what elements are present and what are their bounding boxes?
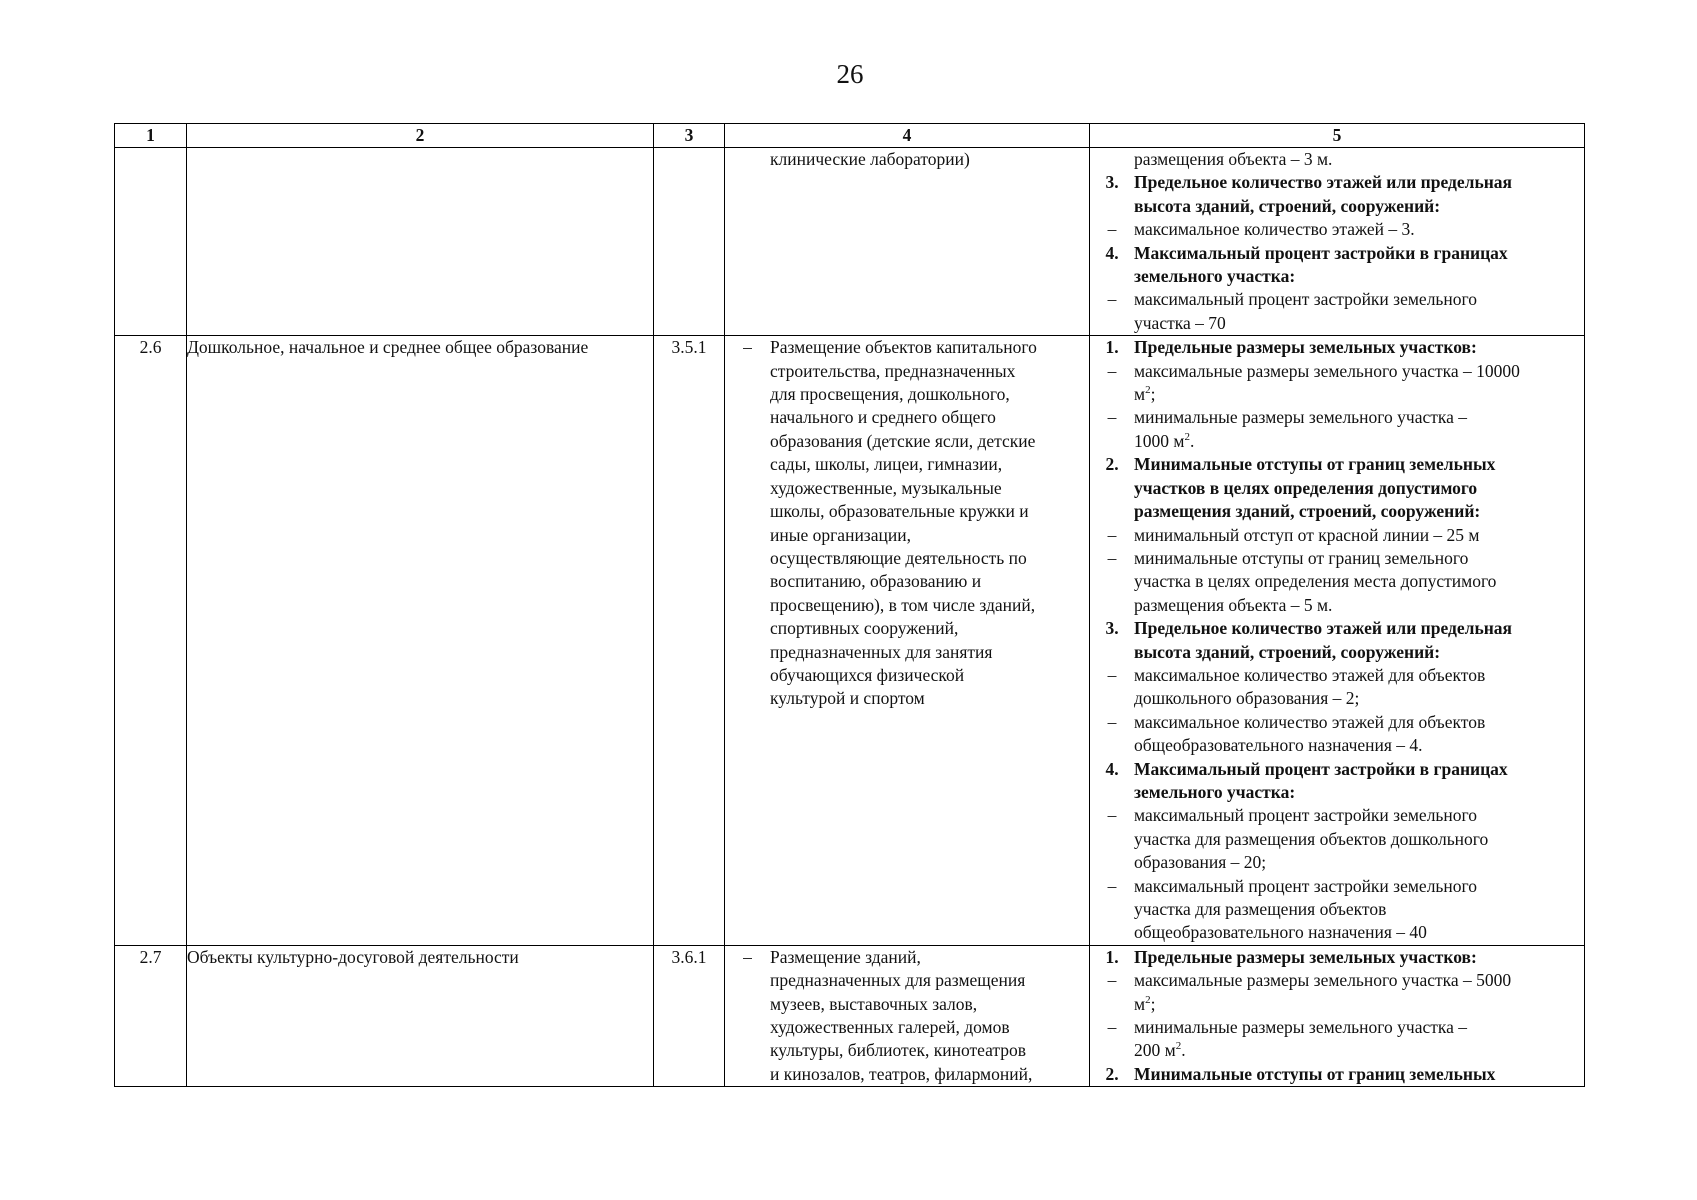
dash-marker — [1090, 570, 1134, 593]
parameter-line — [1090, 594, 1584, 617]
list-number: 1. — [1105, 946, 1119, 967]
dash-marker: – — [1107, 289, 1117, 310]
page-number: 26 — [836, 59, 864, 89]
header-col-3: 3 — [654, 124, 725, 148]
dash-marker — [1090, 148, 1134, 171]
description-line: спортивных сооружений, — [770, 618, 959, 639]
dash-marker — [725, 148, 770, 171]
parameter-text: дошкольного образования – 2; — [1134, 688, 1360, 709]
parameter-text: участка – 70 — [1134, 312, 1226, 333]
parameter-text: земельного участка: — [1134, 266, 1296, 287]
parameter-text: Максимальный процент застройки в границах — [1134, 242, 1508, 263]
use-description — [725, 148, 1090, 336]
parameter-line — [1090, 921, 1584, 944]
description-line: сады, школы, лицеи, гимназии, — [770, 454, 1003, 475]
use-name-text: Дошкольное, начальное и среднее общее — [187, 337, 492, 358]
parameter-text: минимальные отступы от границ земельного — [1134, 547, 1469, 568]
superscript: 2 — [1145, 993, 1151, 1006]
parameter-text: 200 м — [1134, 1040, 1176, 1061]
list-number: 4. — [1105, 242, 1119, 263]
parameter-text: участка для размещения объектов дошкольного — [1134, 828, 1489, 849]
use-code: 3.6.1 — [654, 945, 725, 1086]
description-line: культуры, библиотек, кинотеатров — [770, 1040, 1027, 1061]
table-row — [115, 148, 1585, 336]
parameter-text: высота зданий, строений, сооружений: — [1134, 195, 1441, 216]
use-name-text: образование — [496, 337, 589, 358]
parameter-line — [1090, 570, 1584, 593]
parameter-line — [1090, 547, 1584, 570]
dash-marker: – — [1107, 805, 1117, 826]
table-row — [115, 336, 1585, 946]
parameter-line — [1090, 828, 1584, 851]
parameter-line — [1090, 993, 1584, 1016]
parameter-text: Минимальные отступы от границ земельных — [1134, 454, 1496, 475]
list-number: 3. — [1105, 618, 1119, 639]
dash-marker: – — [1107, 360, 1117, 381]
dash-marker — [1090, 265, 1134, 288]
dash-marker — [1090, 921, 1134, 944]
dash-marker — [1090, 781, 1134, 804]
description-line: и кинозалов, театров, филармоний, — [770, 1063, 1033, 1084]
header-col-4: 4 — [725, 124, 1090, 148]
list-number: 2. — [1105, 454, 1119, 475]
description-line: культурой и спортом — [770, 688, 925, 709]
punctuation: ; — [1150, 384, 1156, 405]
parameter-line — [1090, 781, 1584, 804]
parameter-text: максимальное количество этажей – 3. — [1134, 219, 1415, 240]
row-number: 2.6 — [115, 336, 187, 946]
description-line: для просвещения, дошкольного, — [770, 384, 1010, 405]
parameter-line — [1090, 500, 1584, 523]
dash-marker — [1090, 687, 1134, 710]
parameter-line — [1090, 711, 1584, 734]
use-name-text: Объекты культурно-досуговой деятельности — [187, 946, 519, 967]
parameter-line — [1090, 758, 1584, 781]
description-line: школы, образовательные кружки и — [770, 501, 1029, 522]
description-line: музеев, выставочных залов, — [770, 993, 978, 1014]
parameter-text: размещения зданий, строений, сооружений: — [1134, 501, 1481, 522]
parameter-line — [1090, 288, 1584, 311]
dash-marker — [1090, 312, 1134, 335]
parameter-line — [1090, 1063, 1584, 1086]
dash-marker — [1090, 851, 1134, 874]
parameter-line — [1090, 1016, 1584, 1039]
dash-marker — [1090, 641, 1134, 664]
parameter-line — [1090, 218, 1584, 241]
description-line: клинические лаборатории) — [770, 149, 970, 169]
description-line: Размещение объектов капитального — [770, 337, 1037, 358]
parameter-line — [1090, 687, 1584, 710]
parameter-text: 1000 м — [1134, 430, 1185, 451]
use-name — [187, 945, 654, 1086]
dash-marker — [1090, 734, 1134, 757]
dash-marker: – — [1107, 664, 1117, 685]
table-header-row — [115, 124, 1585, 148]
dash-marker — [1090, 430, 1134, 453]
list-number: 2. — [1105, 1063, 1119, 1084]
dash-marker — [1090, 828, 1134, 851]
description-line: осуществляющие деятельность по — [770, 547, 1027, 568]
dash-marker — [1090, 898, 1134, 921]
superscript: 2 — [1145, 384, 1151, 397]
parameter-text: минимальные размеры земельного участка – — [1134, 407, 1468, 428]
description-line: начального и среднего общего — [770, 407, 996, 428]
parameter-text: максимальное количество этажей для объектов — [1134, 711, 1486, 732]
dash-marker: – — [1107, 407, 1117, 428]
parameter-line — [1090, 360, 1584, 383]
parameter-line — [1090, 336, 1584, 359]
parameter-line — [1090, 734, 1584, 757]
parameter-line — [1090, 617, 1584, 640]
parameter-line — [1090, 171, 1584, 194]
parameter-text: минимальный отступ от красной линии – 25 м — [1134, 524, 1480, 545]
list-number: 3. — [1105, 172, 1119, 193]
parameter-text: размещения объекта – 3 м. — [1134, 149, 1333, 169]
row-number — [115, 148, 187, 336]
parameter-line — [1090, 664, 1584, 687]
description-line: предназначенных для размещения — [770, 970, 1026, 991]
parameter-text: высота зданий, строений, сооружений: — [1134, 641, 1441, 662]
parameter-text: максимальный процент застройки земельного — [1134, 875, 1478, 896]
dash-marker: – — [1107, 1017, 1117, 1038]
dash-marker — [1090, 594, 1134, 617]
parameter-text: минимальные размеры земельного участка – — [1134, 1017, 1468, 1038]
list-number: 1. — [1105, 337, 1119, 358]
description-line: иные организации, — [770, 524, 911, 545]
parameter-text: Предельные размеры земельных участков: — [1134, 337, 1477, 358]
dash-marker: – — [1107, 219, 1117, 240]
description-line: художественные, музыкальные — [770, 477, 1002, 498]
dash-marker: – — [1107, 875, 1117, 896]
parameter-line — [1090, 406, 1584, 429]
description-line: Размещение зданий, — [770, 946, 921, 967]
parameter-line — [1090, 641, 1584, 664]
parameter-text: участков в целях определения допустимого — [1134, 477, 1478, 498]
parameter-text: размещения объекта – 5 м. — [1134, 594, 1333, 615]
parameters — [1090, 945, 1585, 1086]
parameter-text: земельного участка: — [1134, 781, 1296, 802]
use-name — [187, 336, 654, 946]
description-line: образования (детские ясли, детские — [770, 430, 1036, 451]
parameter-line — [1090, 851, 1584, 874]
parameter-text: общеобразовательного назначения – 40 — [1134, 922, 1427, 943]
parameter-text: м — [1134, 993, 1146, 1014]
dash-marker — [1090, 1039, 1134, 1062]
dash-marker — [1090, 477, 1134, 500]
description-line: воспитанию, образованию и — [770, 571, 982, 592]
parameter-line — [1090, 312, 1584, 335]
parameter-line — [1090, 265, 1584, 288]
dash-marker: – — [1107, 547, 1117, 568]
dash-marker: – — [743, 337, 752, 358]
parameter-line — [1090, 1039, 1584, 1062]
description-line: обучающихся физической — [770, 664, 965, 685]
punctuation: . — [1181, 1040, 1186, 1061]
use-name — [187, 148, 654, 336]
zoning-table — [114, 123, 1585, 1087]
description-line: предназначенных для занятия — [770, 641, 993, 662]
parameter-text: Предельные размеры земельных участков: — [1134, 946, 1477, 967]
superscript: 2 — [1184, 431, 1190, 444]
header-col-5: 5 — [1090, 124, 1585, 148]
dash-marker: – — [1107, 711, 1117, 732]
description-line: строительства, предназначенных — [770, 360, 1016, 381]
use-description — [725, 945, 1090, 1086]
parameters — [1090, 148, 1585, 336]
parameter-line — [1090, 898, 1584, 921]
parameter-text: участка для размещения объектов — [1134, 899, 1387, 919]
header-col-1: 1 — [115, 124, 187, 148]
use-description — [725, 336, 1090, 946]
parameter-line — [1090, 453, 1584, 476]
parameters — [1090, 336, 1585, 946]
description-line: художественных галерей, домов — [770, 1017, 1010, 1038]
parameter-line — [1090, 969, 1584, 992]
dash-marker — [1090, 383, 1134, 406]
use-code: 3.5.1 — [654, 336, 725, 946]
parameter-line — [1090, 477, 1584, 500]
punctuation: ; — [1150, 993, 1156, 1014]
parameter-line — [1090, 195, 1584, 218]
parameter-text: участка в целях определения места допустимого — [1134, 571, 1497, 592]
dash-marker — [1090, 993, 1134, 1016]
parameter-line — [1090, 804, 1584, 827]
parameter-text: максимальный процент застройки земельного — [1134, 805, 1478, 826]
parameter-line — [1090, 430, 1584, 453]
parameter-text: образования – 20; — [1134, 852, 1267, 873]
parameter-text: м — [1134, 384, 1146, 405]
parameter-text: максимальное количество этажей для объектов — [1134, 664, 1486, 685]
parameter-line — [1090, 148, 1584, 171]
description-line: просвещению), в том числе зданий, — [770, 594, 1036, 615]
parameter-line — [1090, 946, 1584, 969]
parameter-line — [1090, 875, 1584, 898]
list-number: 4. — [1105, 758, 1119, 779]
row-number: 2.7 — [115, 945, 187, 1086]
dash-marker: – — [1107, 970, 1117, 991]
parameter-text: максимальный процент застройки земельного — [1134, 289, 1478, 310]
parameter-line — [1090, 524, 1584, 547]
dash-marker — [1090, 195, 1134, 218]
parameter-text: Предельное количество этажей или предельная — [1134, 172, 1513, 193]
parameter-text: общеобразовательного назначения – 4. — [1134, 735, 1423, 756]
parameter-line — [1090, 242, 1584, 265]
superscript: 2 — [1175, 1040, 1182, 1053]
header-col-2: 2 — [187, 124, 654, 148]
parameter-text: Максимальный процент застройки в границах — [1134, 758, 1508, 779]
parameter-text: максимальные размеры земельного участка – 10000 — [1134, 360, 1520, 381]
use-code — [654, 148, 725, 336]
table-row — [115, 945, 1585, 1086]
parameter-text: Предельное количество этажей или предельная — [1134, 618, 1513, 639]
parameter-text: максимальные размеры земельного участка – 5000 — [1134, 970, 1512, 991]
punctuation: . — [1189, 430, 1195, 451]
parameter-line — [1090, 383, 1584, 406]
parameter-text: Минимальные отступы от границ земельных — [1134, 1063, 1496, 1084]
dash-marker — [1090, 500, 1134, 523]
dash-marker: – — [1107, 524, 1117, 545]
dash-marker: – — [743, 946, 752, 967]
